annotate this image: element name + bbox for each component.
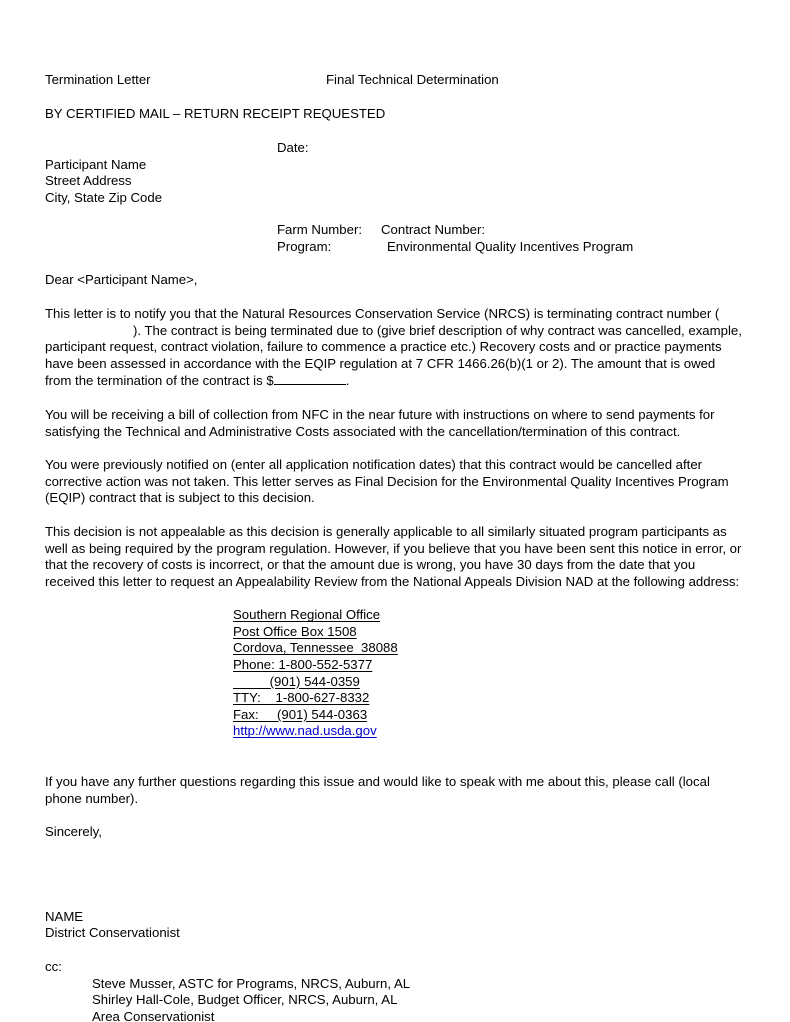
- cc-recipient: Steve Musser, ASTC for Programs, NRCS, Auburn, AL: [92, 975, 411, 991]
- contract-number-label: Contract Number:: [381, 222, 486, 238]
- nad-address-line: [233, 690, 745, 707]
- farm-number-row: [45, 222, 745, 239]
- spacer: [45, 740, 745, 774]
- salutation: Dear <Participant Name>,: [45, 272, 198, 288]
- nad-website-link[interactable]: http://www.nad.usda.gov: [233, 723, 377, 739]
- recipient-address-block: [45, 157, 745, 207]
- signature-space: [45, 841, 745, 909]
- determination-title: Final Technical Determination: [326, 72, 499, 87]
- address-line: Street Address: [45, 173, 132, 189]
- nad-po-box: Post Office Box 1508: [233, 623, 357, 639]
- nad-address-line: [233, 657, 745, 674]
- document-type-title: Termination Letter: [45, 72, 151, 87]
- spacer: [45, 206, 745, 222]
- spacer: [45, 390, 745, 407]
- spacer: [45, 507, 745, 524]
- paragraph-appeal-rights: This decision is not appealable as this decision is generally applicable to all similarly situated program participants as well as being required by the program regulation. However, if you believe that you have been sent this notice in error, or that the recovery of costs is incorrect, or that the amount due is wrong, you have 30 days from the date that you received this letter to request an Appealability Review from the National Appeals Division NAD at the following address:: [45, 523, 742, 589]
- program-value: Environmental Quality Incentives Program: [387, 239, 634, 255]
- nad-fax: Fax: (901) 544-0363: [233, 706, 368, 722]
- nad-phone-alt: (901) 544-0359: [233, 673, 360, 689]
- cc-recipient: Area Conservationist: [92, 1008, 215, 1022]
- spacer: [45, 256, 745, 272]
- signer-name: NAME: [45, 908, 84, 924]
- paragraph-bill-of-collection: You will be receiving a bill of collection from NFC in the near future with instructions on where to send payments for satisfying the Technical and Administrative Costs associated with the cancellation/termination of this contract.: [45, 406, 715, 439]
- closing-salutation: Sincerely,: [45, 824, 102, 840]
- nad-city-state-zip: Cordova, Tennessee 38088: [233, 640, 398, 656]
- spacer: [45, 807, 745, 824]
- date-row: [45, 140, 745, 157]
- spacer: [45, 440, 745, 457]
- nad-address-line: [233, 723, 745, 740]
- certified-mail-notice: BY CERTIFIED MAIL – RETURN RECEIPT REQUESTED: [45, 106, 386, 121]
- signature-block: [45, 909, 745, 942]
- nad-phone: Phone: 1-800-552-5377: [233, 657, 373, 673]
- address-line: Participant Name: [45, 156, 147, 172]
- letter-body: [45, 72, 745, 1022]
- signer-title: District Conservationist: [45, 925, 180, 941]
- amount-owed-blank: [274, 372, 346, 385]
- spacer: [45, 123, 745, 140]
- nad-address-line: [233, 624, 745, 641]
- cc-recipient: Shirley Hall-Cole, Budget Officer, NRCS, Auburn, AL: [92, 992, 398, 1008]
- cc-recipient-list: [92, 976, 745, 1022]
- paragraph-previous-notification: You were previously notified on (enter all application notification dates) that this contract would be cancelled after corrective action was not taken. This letter serves as Final Decision for the Environmental Quality Incentives Program (EQIP) contract that is subject to this decision.: [45, 457, 729, 506]
- nad-tty: TTY: 1-800-627-8332: [233, 690, 370, 706]
- nad-address-line: [233, 707, 745, 724]
- paragraph-contact-info: If you have any further questions regarding this issue and would like to speak with me about this, please call (local phone number).: [45, 774, 710, 806]
- paragraph-termination-notice: [45, 306, 745, 390]
- address-line: City, State Zip Code: [45, 189, 163, 205]
- spacer: [45, 289, 745, 306]
- nad-address-line: [233, 640, 745, 657]
- spacer: [45, 590, 745, 607]
- farm-number-label: Farm Number:: [277, 222, 362, 238]
- program-row: [45, 239, 745, 256]
- spacer: [45, 942, 745, 959]
- cc-label: cc:: [45, 959, 62, 974]
- paragraph-1-part-c: .: [345, 373, 350, 389]
- program-label: Program:: [277, 239, 332, 255]
- nad-address-block: [233, 607, 745, 740]
- paragraph-1-part-a: This letter is to notify you that the Natural Resources Conservation Service (NRCS) is terminating contract number (: [45, 305, 720, 321]
- date-label: Date:: [277, 139, 309, 155]
- nad-office-name: Southern Regional Office: [233, 607, 381, 623]
- nad-address-line: [233, 674, 745, 691]
- nad-address-line: [233, 607, 745, 624]
- paragraph-1-part-b: ). The contract is being terminated due to (give brief description of why contract was cancelled, example, participant request, contract violation, failure to commence a practice etc.) Recovery costs and or practice payments have been assessed in accordance with the EQIP regulation at 7 CFR 1466.26(b)(1 or 2). The amount that is owed from the termination of the contract is $: [45, 322, 742, 389]
- spacer: [45, 89, 745, 106]
- letter-header: [45, 72, 745, 89]
